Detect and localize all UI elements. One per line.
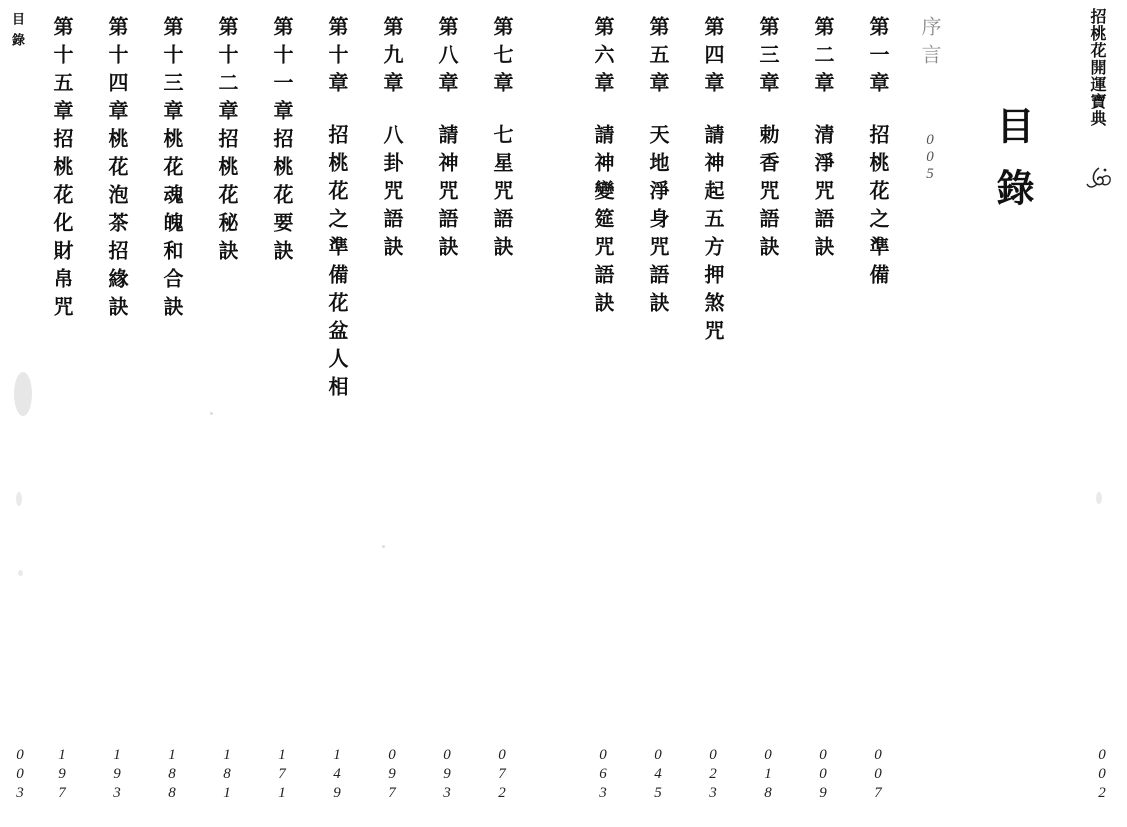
chapter-entry[interactable] — [105, 16, 129, 324]
scan-speck — [16, 492, 22, 506]
chapter-page-number: 0 9 3 — [443, 747, 451, 801]
chapter-gap — [878, 100, 879, 124]
chapter-title: 七星咒語訣 — [490, 124, 514, 264]
chapter-gap — [713, 100, 714, 124]
chapter-title: 勅香咒語訣 — [756, 124, 780, 264]
chapter-page-number: 1 4 9 — [333, 747, 341, 801]
scan-speck — [1096, 492, 1102, 504]
chapter-page-number: 0 0 7 — [874, 747, 882, 801]
chapter-title: 招桃花之準備 — [866, 124, 890, 292]
chapter-number: 第六章 — [591, 16, 615, 100]
chapter-title: 請神變筵咒語訣 — [591, 124, 615, 320]
page-title: 目錄 — [990, 106, 1035, 230]
chapter-number: 第三章 — [756, 16, 780, 100]
chapter-gap — [447, 100, 448, 124]
chapter-entry[interactable] — [701, 16, 725, 348]
chapter-gap — [502, 100, 503, 124]
chapter-number: 第十三章 — [160, 16, 184, 128]
chapter-entry[interactable] — [811, 16, 835, 264]
chapter-number: 第十四章 — [105, 16, 129, 128]
chapter-title: 桃花魂魄和合訣 — [160, 128, 184, 324]
chapter-number: 第九章 — [380, 16, 404, 100]
chapter-page-number: 0 0 9 — [819, 747, 827, 801]
chapter-page-number: 0 4 5 — [654, 747, 662, 801]
chapter-entry[interactable] — [50, 16, 74, 324]
chapter-number: 第十章 — [325, 16, 349, 100]
chapter-page-number: 1 9 3 — [113, 747, 121, 801]
chapter-title: 招桃花要訣 — [270, 128, 294, 268]
chapter-page-number: 0 7 2 — [498, 747, 506, 801]
chapter-gap — [768, 100, 769, 124]
chapter-number: 第一章 — [866, 16, 890, 100]
right-page-number: 0 0 2 — [1098, 747, 1106, 801]
chapter-title: 桃花泡茶招緣訣 — [105, 128, 129, 324]
chapter-title: 八卦咒語訣 — [380, 124, 404, 264]
chapter-title: 請神起五方押煞咒 — [701, 124, 725, 348]
chapter-title: 招桃花化財帛咒 — [50, 128, 74, 324]
chapter-page-number: 0 6 3 — [599, 747, 607, 801]
chapter-page-number: 0 1 8 — [764, 747, 772, 801]
chapter-title: 請神咒語訣 — [435, 124, 459, 264]
chapter-title: 天地淨身咒語訣 — [646, 124, 670, 320]
chapter-page-number: 1 8 8 — [168, 747, 176, 801]
chapter-entry[interactable] — [591, 16, 615, 320]
chapter-page-number: 1 9 7 — [58, 747, 66, 801]
chapter-gap — [823, 100, 824, 124]
chapter-gap — [337, 100, 338, 124]
chapter-number: 第八章 — [435, 16, 459, 100]
running-title: 招桃花開運寶典 — [1088, 8, 1107, 127]
chapter-number: 第十一章 — [270, 16, 294, 128]
left-page-number: 0 0 3 — [16, 747, 24, 801]
chapter-title: 招桃花秘訣 — [215, 128, 239, 268]
chapter-entry[interactable] — [435, 16, 459, 264]
preface-page-number: 0 0 5 — [926, 132, 934, 182]
chapter-entry[interactable] — [380, 16, 404, 264]
margin-label: 目錄 — [9, 12, 24, 54]
chapter-entry[interactable] — [325, 16, 349, 404]
chapter-entry[interactable] — [160, 16, 184, 324]
chapter-number: 第七章 — [490, 16, 514, 100]
chapter-entry[interactable] — [756, 16, 780, 264]
chapter-number: 第二章 — [811, 16, 835, 100]
chapter-page-number: 1 7 1 — [278, 747, 286, 801]
scan-speck — [382, 545, 385, 548]
flourish-ornament-icon — [1085, 164, 1113, 194]
chapter-title: 清淨咒語訣 — [811, 124, 835, 264]
chapter-page-number: 1 8 1 — [223, 747, 231, 801]
chapter-page-number: 0 9 7 — [388, 747, 396, 801]
chapter-number: 第十二章 — [215, 16, 239, 128]
scan-speck — [14, 372, 32, 416]
chapter-entry[interactable] — [215, 16, 239, 268]
preface-label: 序言 — [918, 16, 942, 72]
chapter-entry[interactable] — [270, 16, 294, 268]
chapter-number: 第四章 — [701, 16, 725, 100]
chapter-number: 第十五章 — [50, 16, 74, 128]
chapter-gap — [603, 100, 604, 124]
chapter-gap — [658, 100, 659, 124]
chapter-page-number: 0 2 3 — [709, 747, 717, 801]
chapter-entry[interactable] — [490, 16, 514, 264]
chapter-entry[interactable] — [866, 16, 890, 292]
scan-speck — [210, 412, 213, 415]
scan-speck — [18, 570, 23, 576]
chapter-gap — [392, 100, 393, 124]
chapter-title: 招桃花之準備花盆人相 — [325, 124, 349, 404]
chapter-number: 第五章 — [646, 16, 670, 100]
chapter-entry[interactable] — [646, 16, 670, 320]
